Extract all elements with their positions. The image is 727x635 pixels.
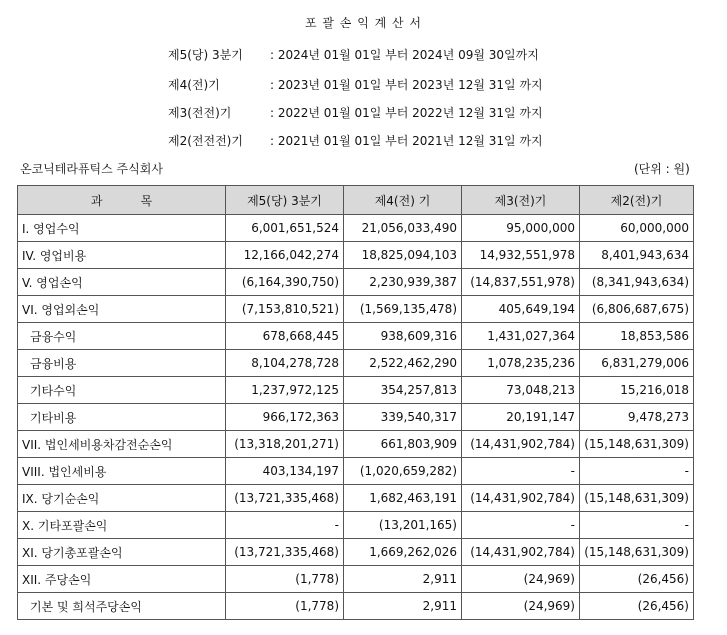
account-name: 기타수익	[18, 377, 226, 404]
table-row	[18, 215, 694, 242]
amount-cell: (14,431,902,784)	[462, 485, 580, 512]
amount-cell: (1,778)	[226, 593, 344, 620]
amount-cell: 2,230,939,387	[344, 269, 462, 296]
amount-cell: (15,148,631,309)	[580, 431, 694, 458]
amount-cell: (8,341,943,634)	[580, 269, 694, 296]
period-label: 제4(전)기	[168, 78, 220, 92]
period-range: : 2021년 01월 01일 부터 2021년 12월 31일 까지	[270, 134, 543, 148]
table-row	[18, 242, 694, 269]
table-row	[18, 566, 694, 593]
column-header-current: 제5(당) 3분기	[226, 186, 344, 215]
amount-cell: (13,201,165)	[344, 512, 462, 539]
table-row	[18, 269, 694, 296]
account-name: X. 기타포괄손익	[18, 512, 226, 539]
account-name: XII. 주당손익	[18, 566, 226, 593]
income-statement-table	[17, 185, 694, 620]
amount-cell: 95,000,000	[462, 215, 580, 242]
amount-cell: 2,911	[344, 566, 462, 593]
account-name: V. 영업손익	[18, 269, 226, 296]
amount-cell: (6,806,687,675)	[580, 296, 694, 323]
amount-cell: (14,431,902,784)	[462, 431, 580, 458]
amount-cell: (14,431,902,784)	[462, 539, 580, 566]
account-name: VII. 법인세비용차감전순손익	[18, 431, 226, 458]
table-row	[18, 458, 694, 485]
table-row	[18, 539, 694, 566]
amount-cell: -	[462, 512, 580, 539]
amount-cell: (26,456)	[580, 593, 694, 620]
statement-title: 포 괄 손 익 계 산 서	[304, 16, 423, 30]
amount-cell: (13,318,201,271)	[226, 431, 344, 458]
account-name: IX. 당기순손익	[18, 485, 226, 512]
period-line	[0, 46, 727, 66]
table-row	[18, 350, 694, 377]
unit-label: (단위 : 원)	[634, 162, 690, 176]
table-row	[18, 485, 694, 512]
amount-cell: 1,682,463,191	[344, 485, 462, 512]
period-range: : 2022년 01월 01일 부터 2022년 12월 31일 까지	[270, 106, 543, 120]
table-row	[18, 377, 694, 404]
amount-cell: 403,134,197	[226, 458, 344, 485]
amount-cell: 18,825,094,103	[344, 242, 462, 269]
account-name: XI. 당기총포괄손익	[18, 539, 226, 566]
amount-cell: 678,668,445	[226, 323, 344, 350]
amount-cell: -	[580, 512, 694, 539]
table-row	[18, 593, 694, 620]
amount-cell: 73,048,213	[462, 377, 580, 404]
column-header-prior3: 제2(전)기	[580, 186, 694, 215]
table-row	[18, 431, 694, 458]
amount-cell: 1,237,972,125	[226, 377, 344, 404]
amount-cell: (13,721,335,468)	[226, 485, 344, 512]
amount-cell: (13,721,335,468)	[226, 539, 344, 566]
amount-cell: (7,153,810,521)	[226, 296, 344, 323]
amount-cell: 405,649,194	[462, 296, 580, 323]
amount-cell: 661,803,909	[344, 431, 462, 458]
amount-cell: -	[226, 512, 344, 539]
period-line	[0, 104, 727, 124]
amount-cell: 2,522,462,290	[344, 350, 462, 377]
amount-cell: (1,569,135,478)	[344, 296, 462, 323]
amount-cell: (26,456)	[580, 566, 694, 593]
amount-cell: 1,669,262,026	[344, 539, 462, 566]
account-name: I. 영업수익	[18, 215, 226, 242]
amount-cell: -	[462, 458, 580, 485]
period-range: : 2023년 01월 01일 부터 2023년 12월 31일 까지	[270, 78, 543, 92]
account-name: 기타비용	[18, 404, 226, 431]
account-name: VIII. 법인세비용	[18, 458, 226, 485]
amount-cell: 60,000,000	[580, 215, 694, 242]
amount-cell: 8,401,943,634	[580, 242, 694, 269]
amount-cell: 6,001,651,524	[226, 215, 344, 242]
column-header-prior: 제4(전) 기	[344, 186, 462, 215]
amount-cell: (24,969)	[462, 593, 580, 620]
period-label: 제5(당) 3분기	[168, 48, 243, 62]
amount-cell: 8,104,278,728	[226, 350, 344, 377]
period-range: : 2024년 01월 01일 부터 2024년 09월 30일까지	[270, 48, 539, 62]
column-header-prior2: 제3(전)기	[462, 186, 580, 215]
period-line	[0, 76, 727, 96]
amount-cell: (1,020,659,282)	[344, 458, 462, 485]
account-name: IV. 영업비용	[18, 242, 226, 269]
table-row	[18, 512, 694, 539]
column-header-account: 과 목	[18, 186, 226, 215]
amount-cell: (15,148,631,309)	[580, 485, 694, 512]
table-row	[18, 404, 694, 431]
amount-cell: 6,831,279,006	[580, 350, 694, 377]
amount-cell: (14,837,551,978)	[462, 269, 580, 296]
amount-cell: 966,172,363	[226, 404, 344, 431]
company-name: 온코닉테라퓨틱스 주식회사	[20, 162, 163, 176]
amount-cell: (6,164,390,750)	[226, 269, 344, 296]
amount-cell: 1,431,027,364	[462, 323, 580, 350]
period-line	[0, 132, 727, 152]
amount-cell: (15,148,631,309)	[580, 539, 694, 566]
period-label: 제3(전전)기	[168, 106, 232, 120]
account-name: 기본 및 희석주당손익	[18, 593, 226, 620]
table-row	[18, 323, 694, 350]
amount-cell: 938,609,316	[344, 323, 462, 350]
amount-cell: 15,216,018	[580, 377, 694, 404]
amount-cell: 339,540,317	[344, 404, 462, 431]
account-name: 금융수익	[18, 323, 226, 350]
amount-cell: (1,778)	[226, 566, 344, 593]
amount-cell: 14,932,551,978	[462, 242, 580, 269]
amount-cell: 354,257,813	[344, 377, 462, 404]
amount-cell: 18,853,586	[580, 323, 694, 350]
amount-cell: 2,911	[344, 593, 462, 620]
period-label: 제2(전전전)기	[168, 134, 243, 148]
amount-cell: 20,191,147	[462, 404, 580, 431]
account-name: 금융비용	[18, 350, 226, 377]
amount-cell: (24,969)	[462, 566, 580, 593]
amount-cell: 21,056,033,490	[344, 215, 462, 242]
table-row	[18, 296, 694, 323]
amount-cell: 1,078,235,236	[462, 350, 580, 377]
account-name: VI. 영업외손익	[18, 296, 226, 323]
amount-cell: 9,478,273	[580, 404, 694, 431]
amount-cell: 12,166,042,274	[226, 242, 344, 269]
amount-cell: -	[580, 458, 694, 485]
table-header-row	[18, 186, 694, 215]
